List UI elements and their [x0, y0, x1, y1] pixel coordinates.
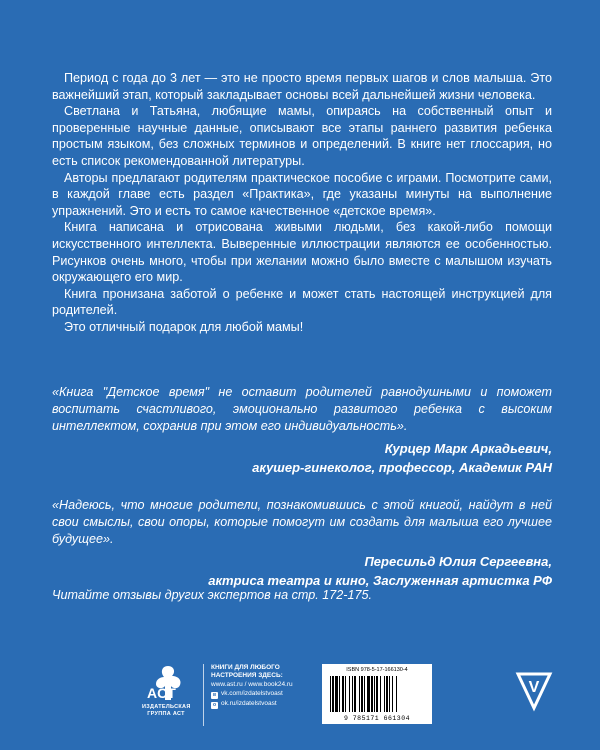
review-quote: «Надеюсь, что многие родители, познакомившись с этой книгой, найдут в ней свои смыслы, свои опоры, которые помогут им создать для малыша его лучшее будущее».: [52, 498, 552, 546]
review-author-title: актриса театра и кино, Заслуженная артистка РФ: [208, 573, 552, 588]
barcode-bar: [330, 676, 331, 712]
publisher-caption-line: ИЗДАТЕЛЬСКАЯ: [142, 704, 191, 710]
barcode: [322, 664, 432, 724]
ok-icon: о: [212, 702, 217, 708]
barcode-bar: [376, 676, 378, 712]
barcode-bar: [374, 676, 375, 712]
barcode-bar: [384, 676, 385, 712]
barcode-bar: [389, 676, 390, 712]
divider: [203, 664, 204, 726]
description: [52, 70, 552, 336]
barcode-bar: [367, 676, 370, 712]
promo-title: КНИГИ ДЛЯ ЛЮБОГО: [211, 664, 280, 671]
barcode-bar: [386, 676, 388, 712]
review-2: [52, 497, 552, 590]
review-author: Курцер Марк Аркадьевич,: [384, 441, 552, 456]
description-paragraph: Книга пронизана заботой о ребенке и может стать настоящей инструкцией для родителей.: [52, 286, 552, 318]
footer: [0, 660, 600, 750]
barcode-bar: [352, 676, 353, 712]
description-paragraph: Авторы предлагают родителям практическое пособие с играми. Посмотрите сами, в каждой главе есть раздел «Практика», где указаны минуты на выполнение упражнений. Это и есть то самое качественное «детское время».: [52, 170, 552, 218]
promo-title: НАСТРОЕНИЯ ЗДЕСЬ:: [211, 672, 283, 679]
publisher-logo: [142, 664, 190, 718]
barcode-bar: [335, 676, 338, 712]
barcode-bar: [371, 676, 373, 712]
review-author: Пересильд Юлия Сергеевна,: [364, 554, 552, 569]
website-link[interactable]: www.ast.ru / www.book24.ru: [211, 681, 293, 688]
barcode-bar: [361, 676, 363, 712]
vk-icon: в: [212, 692, 217, 698]
vk-link[interactable]: в vk.com/izdatelstvoast: [212, 690, 283, 698]
ok-link[interactable]: о ok.ru/izdatelstvoast: [212, 700, 277, 708]
barcode-bar: [349, 676, 350, 712]
barcode-bar: [345, 676, 346, 712]
review-quote: «Книга "Детское время" не оставит родителей равнодушными и поможет воспитать счастливого, эмоционально развитого ребенка с высоким интеллектом, сохранив при этом его индивидуальность».: [52, 385, 552, 433]
barcode-bar: [339, 676, 340, 712]
imprint-v-logo-icon: [512, 668, 556, 712]
barcode-bar: [354, 676, 356, 712]
barcode-bar: [380, 676, 381, 712]
barcode-digits: 9 785171 661304: [343, 715, 410, 722]
review-1: [52, 384, 552, 477]
review-author-title: акушер-гинеколог, профессор, Академик РАН: [252, 460, 552, 475]
description-paragraph: Книга написана и отрисована живыми людьми, без какой-либо помощи искусственного интеллекта. Выверенные иллюстрации являются ее особенностью. Рисунков очень много, чтобы при желании можно было вместе с малышом изучать окружающего его мир.: [52, 220, 552, 285]
description-paragraph: Период с года до 3 лет — это не просто время первых шагов и слов малыша. Это важнейший этап, который закладывает основы всей дальнейшей жизни человека.: [52, 71, 552, 102]
barcode-bar: [332, 676, 334, 712]
description-paragraph: Светлана и Татьяна, любящие мамы, опираясь на собственный опыт и проверенные научные данные, описывают все этапы раннего развития ребенка простым языком, без сложных терминов и определений. В книге нет глоссария, но есть список рекомендованной литературы.: [52, 104, 552, 168]
isbn-number: ISBN 978-5-17-166130-4: [346, 667, 408, 673]
publisher-caption-line: ГРУППА АСТ: [147, 711, 185, 717]
description-paragraph: Это отличный подарок для любой мамы!: [64, 319, 304, 334]
barcode-bar: [342, 676, 344, 712]
ast-logo-icon: [144, 664, 188, 704]
barcode-bar: [396, 676, 397, 712]
svg-text:V: V: [528, 679, 540, 696]
barcode-bar: [364, 676, 365, 712]
promo: [211, 664, 311, 709]
barcode-bar: [359, 676, 360, 712]
svg-text:ACT: ACT: [147, 685, 176, 701]
more-reviews-note: Читайте отзывы других экспертов на стр. 172-175.: [52, 588, 372, 602]
barcode-bar: [392, 676, 393, 712]
